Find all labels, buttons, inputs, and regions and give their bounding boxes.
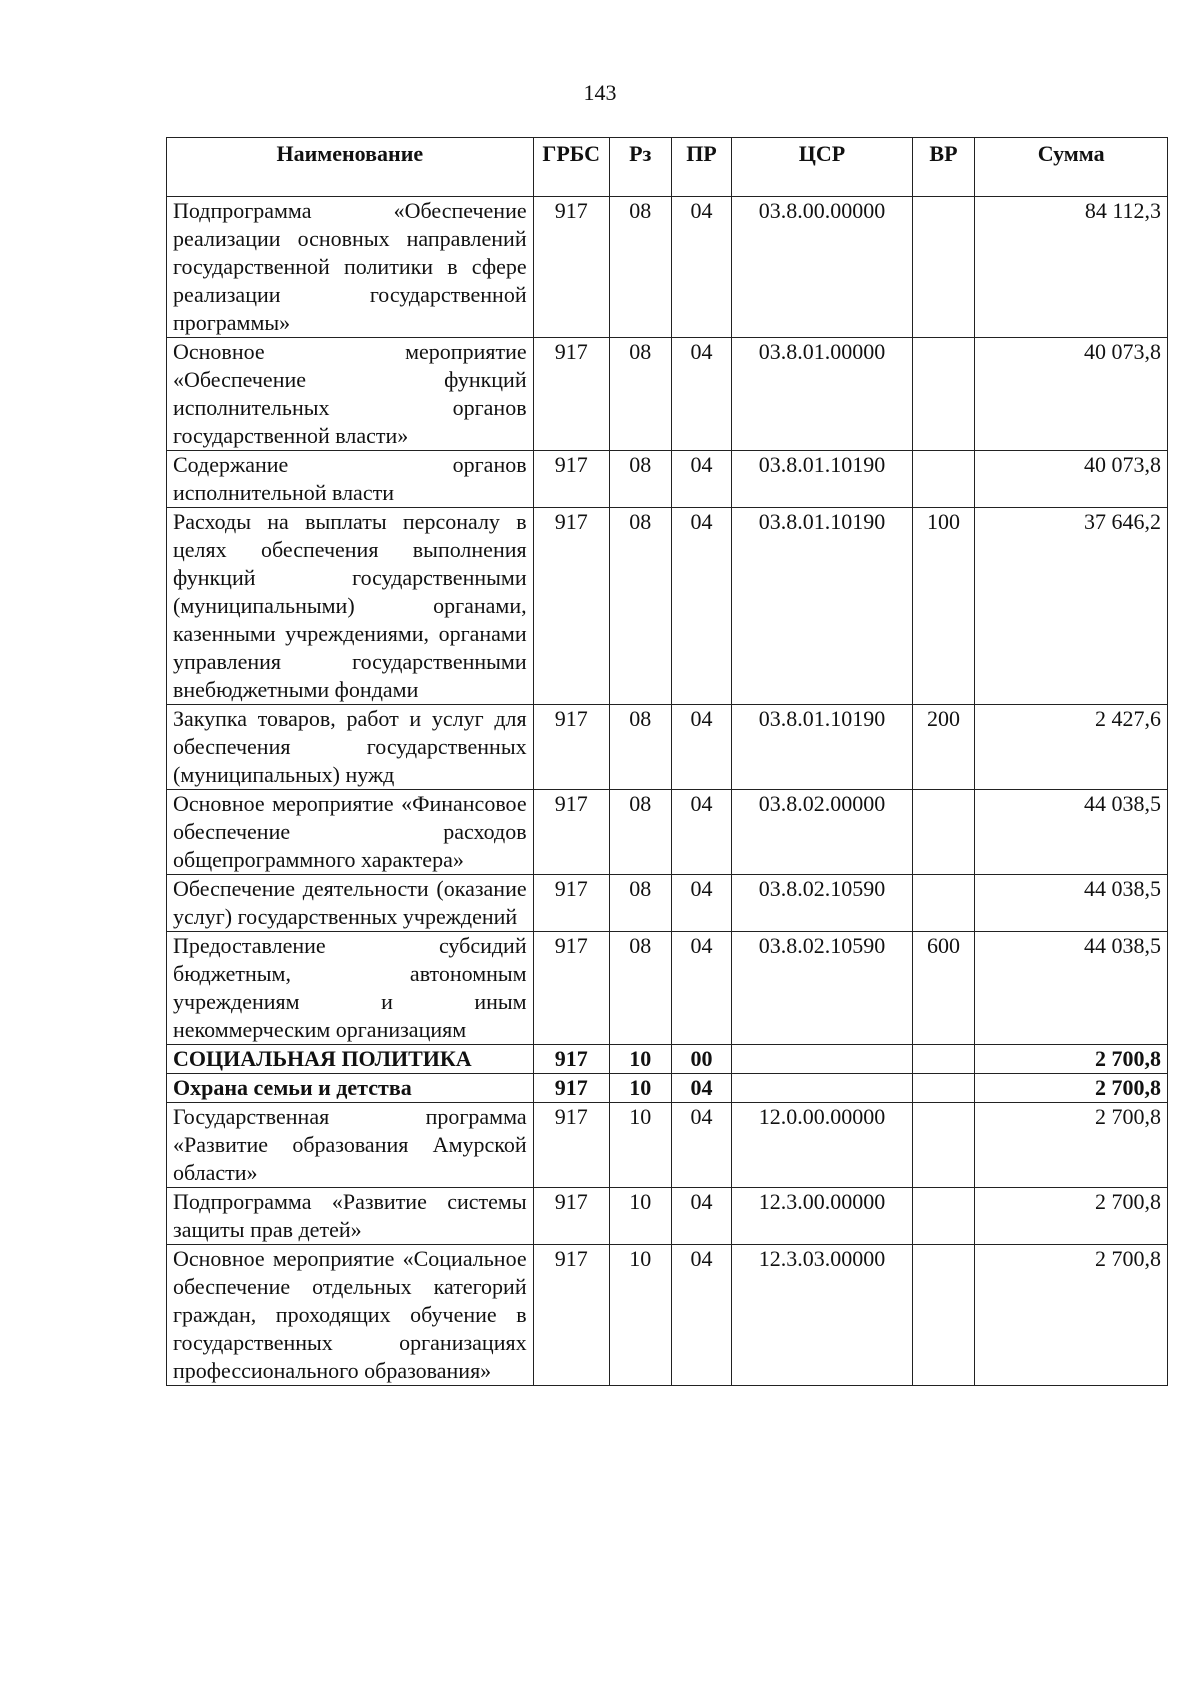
cell-pr: 04	[671, 875, 732, 932]
cell-name: Охрана семьи и детства	[167, 1074, 534, 1103]
cell-sum: 44 038,5	[975, 875, 1168, 932]
cell-name: Государственная программа «Развитие образования Амурской области»	[167, 1103, 534, 1188]
table-row	[167, 197, 1168, 338]
cell-vr	[912, 451, 975, 508]
cell-rz: 08	[609, 705, 671, 790]
cell-sum: 2 700,8	[975, 1188, 1168, 1245]
cell-rz: 10	[609, 1188, 671, 1245]
cell-vr	[912, 197, 975, 338]
cell-vr	[912, 790, 975, 875]
cell-name: Основное мероприятие «Финансовое обеспечение расходов общепрограммного характера»	[167, 790, 534, 875]
cell-rz: 10	[609, 1074, 671, 1103]
cell-csr: 03.8.01.10190	[732, 451, 912, 508]
cell-grbs: 917	[533, 705, 609, 790]
cell-pr: 04	[671, 451, 732, 508]
cell-pr: 04	[671, 790, 732, 875]
table-row	[167, 1188, 1168, 1245]
cell-rz: 08	[609, 338, 671, 451]
cell-rz: 10	[609, 1045, 671, 1074]
cell-vr	[912, 875, 975, 932]
cell-sum: 40 073,8	[975, 338, 1168, 451]
table-row	[167, 932, 1168, 1045]
cell-sum: 2 700,8	[975, 1045, 1168, 1074]
table-row	[167, 1103, 1168, 1188]
cell-name: Подпрограмма «Обеспечение реализации основных направлений государственной политики в сфере реализации государственной программы»	[167, 197, 534, 338]
cell-grbs: 917	[533, 790, 609, 875]
cell-sum: 40 073,8	[975, 451, 1168, 508]
table-row	[167, 508, 1168, 705]
table-row	[167, 1074, 1168, 1103]
cell-sum: 44 038,5	[975, 932, 1168, 1045]
cell-grbs: 917	[533, 875, 609, 932]
cell-csr	[732, 1045, 912, 1074]
cell-name: Закупка товаров, работ и услуг для обеспечения государственных (муниципальных) нужд	[167, 705, 534, 790]
cell-csr: 03.8.00.00000	[732, 197, 912, 338]
cell-pr: 04	[671, 1188, 732, 1245]
header-name: Наименование	[167, 138, 534, 197]
cell-vr: 600	[912, 932, 975, 1045]
cell-csr: 03.8.02.10590	[732, 875, 912, 932]
cell-grbs: 917	[533, 1074, 609, 1103]
cell-rz: 08	[609, 451, 671, 508]
cell-csr: 12.3.00.00000	[732, 1188, 912, 1245]
table-row	[167, 790, 1168, 875]
cell-name: Обеспечение деятельности (оказание услуг) государственных учреждений	[167, 875, 534, 932]
cell-pr: 04	[671, 1074, 732, 1103]
cell-vr	[912, 1045, 975, 1074]
cell-grbs: 917	[533, 197, 609, 338]
cell-pr: 04	[671, 932, 732, 1045]
cell-pr: 04	[671, 508, 732, 705]
cell-grbs: 917	[533, 932, 609, 1045]
cell-sum: 2 700,8	[975, 1103, 1168, 1188]
cell-sum: 37 646,2	[975, 508, 1168, 705]
cell-vr	[912, 338, 975, 451]
header-sum: Сумма	[975, 138, 1168, 197]
header-vr: ВР	[912, 138, 975, 197]
table-body	[167, 197, 1168, 1386]
cell-rz: 10	[609, 1245, 671, 1386]
cell-vr	[912, 1074, 975, 1103]
cell-csr	[732, 1074, 912, 1103]
cell-pr: 00	[671, 1045, 732, 1074]
table-row	[167, 705, 1168, 790]
page-number: 143	[583, 80, 617, 105]
cell-sum: 84 112,3	[975, 197, 1168, 338]
cell-name: Подпрограмма «Развитие системы защиты прав детей»	[167, 1188, 534, 1245]
cell-grbs: 917	[533, 1188, 609, 1245]
cell-name: СОЦИАЛЬНАЯ ПОЛИТИКА	[167, 1045, 534, 1074]
cell-vr	[912, 1103, 975, 1188]
cell-csr: 03.8.02.00000	[732, 790, 912, 875]
cell-rz: 10	[609, 1103, 671, 1188]
table-row	[167, 1045, 1168, 1074]
cell-vr: 200	[912, 705, 975, 790]
header-pr: ПР	[671, 138, 732, 197]
cell-csr: 03.8.01.10190	[732, 508, 912, 705]
cell-pr: 04	[671, 338, 732, 451]
cell-csr: 12.3.03.00000	[732, 1245, 912, 1386]
header-grbs: ГРБС	[533, 138, 609, 197]
cell-grbs: 917	[533, 508, 609, 705]
cell-name: Основное мероприятие «Социальное обеспечение отдельных категорий граждан, проходящих обучение в государственных организациях профессионального образования»	[167, 1245, 534, 1386]
table-row	[167, 451, 1168, 508]
cell-name: Расходы на выплаты персоналу в целях обеспечения выполнения функций государственными (муниципальными) органами, казенными учреждениями, органами управления государственными внебюджетными фондами	[167, 508, 534, 705]
cell-csr: 12.0.00.00000	[732, 1103, 912, 1188]
cell-grbs: 917	[533, 338, 609, 451]
budget-table	[166, 137, 1168, 1386]
cell-rz: 08	[609, 508, 671, 705]
cell-rz: 08	[609, 790, 671, 875]
cell-name: Основное мероприятие «Обеспечение функций исполнительных органов государственной власти»	[167, 338, 534, 451]
table-header-row	[167, 138, 1168, 197]
cell-grbs: 917	[533, 1245, 609, 1386]
cell-pr: 04	[671, 705, 732, 790]
cell-sum: 2 700,8	[975, 1074, 1168, 1103]
cell-vr: 100	[912, 508, 975, 705]
cell-vr	[912, 1188, 975, 1245]
cell-sum: 2 700,8	[975, 1245, 1168, 1386]
header-csr: ЦСР	[732, 138, 912, 197]
cell-pr: 04	[671, 1245, 732, 1386]
cell-csr: 03.8.01.00000	[732, 338, 912, 451]
cell-rz: 08	[609, 875, 671, 932]
cell-name: Содержание органов исполнительной власти	[167, 451, 534, 508]
cell-csr: 03.8.02.10590	[732, 932, 912, 1045]
cell-grbs: 917	[533, 451, 609, 508]
cell-vr	[912, 1245, 975, 1386]
cell-rz: 08	[609, 197, 671, 338]
cell-csr: 03.8.01.10190	[732, 705, 912, 790]
cell-name: Предоставление субсидий бюджетным, автономным учреждениям и иным некоммерческим организациям	[167, 932, 534, 1045]
table-row	[167, 875, 1168, 932]
table-row	[167, 1245, 1168, 1386]
cell-sum: 44 038,5	[975, 790, 1168, 875]
cell-pr: 04	[671, 197, 732, 338]
cell-sum: 2 427,6	[975, 705, 1168, 790]
table-row	[167, 338, 1168, 451]
cell-grbs: 917	[533, 1045, 609, 1074]
header-rz: Рз	[609, 138, 671, 197]
cell-grbs: 917	[533, 1103, 609, 1188]
cell-pr: 04	[671, 1103, 732, 1188]
cell-rz: 08	[609, 932, 671, 1045]
